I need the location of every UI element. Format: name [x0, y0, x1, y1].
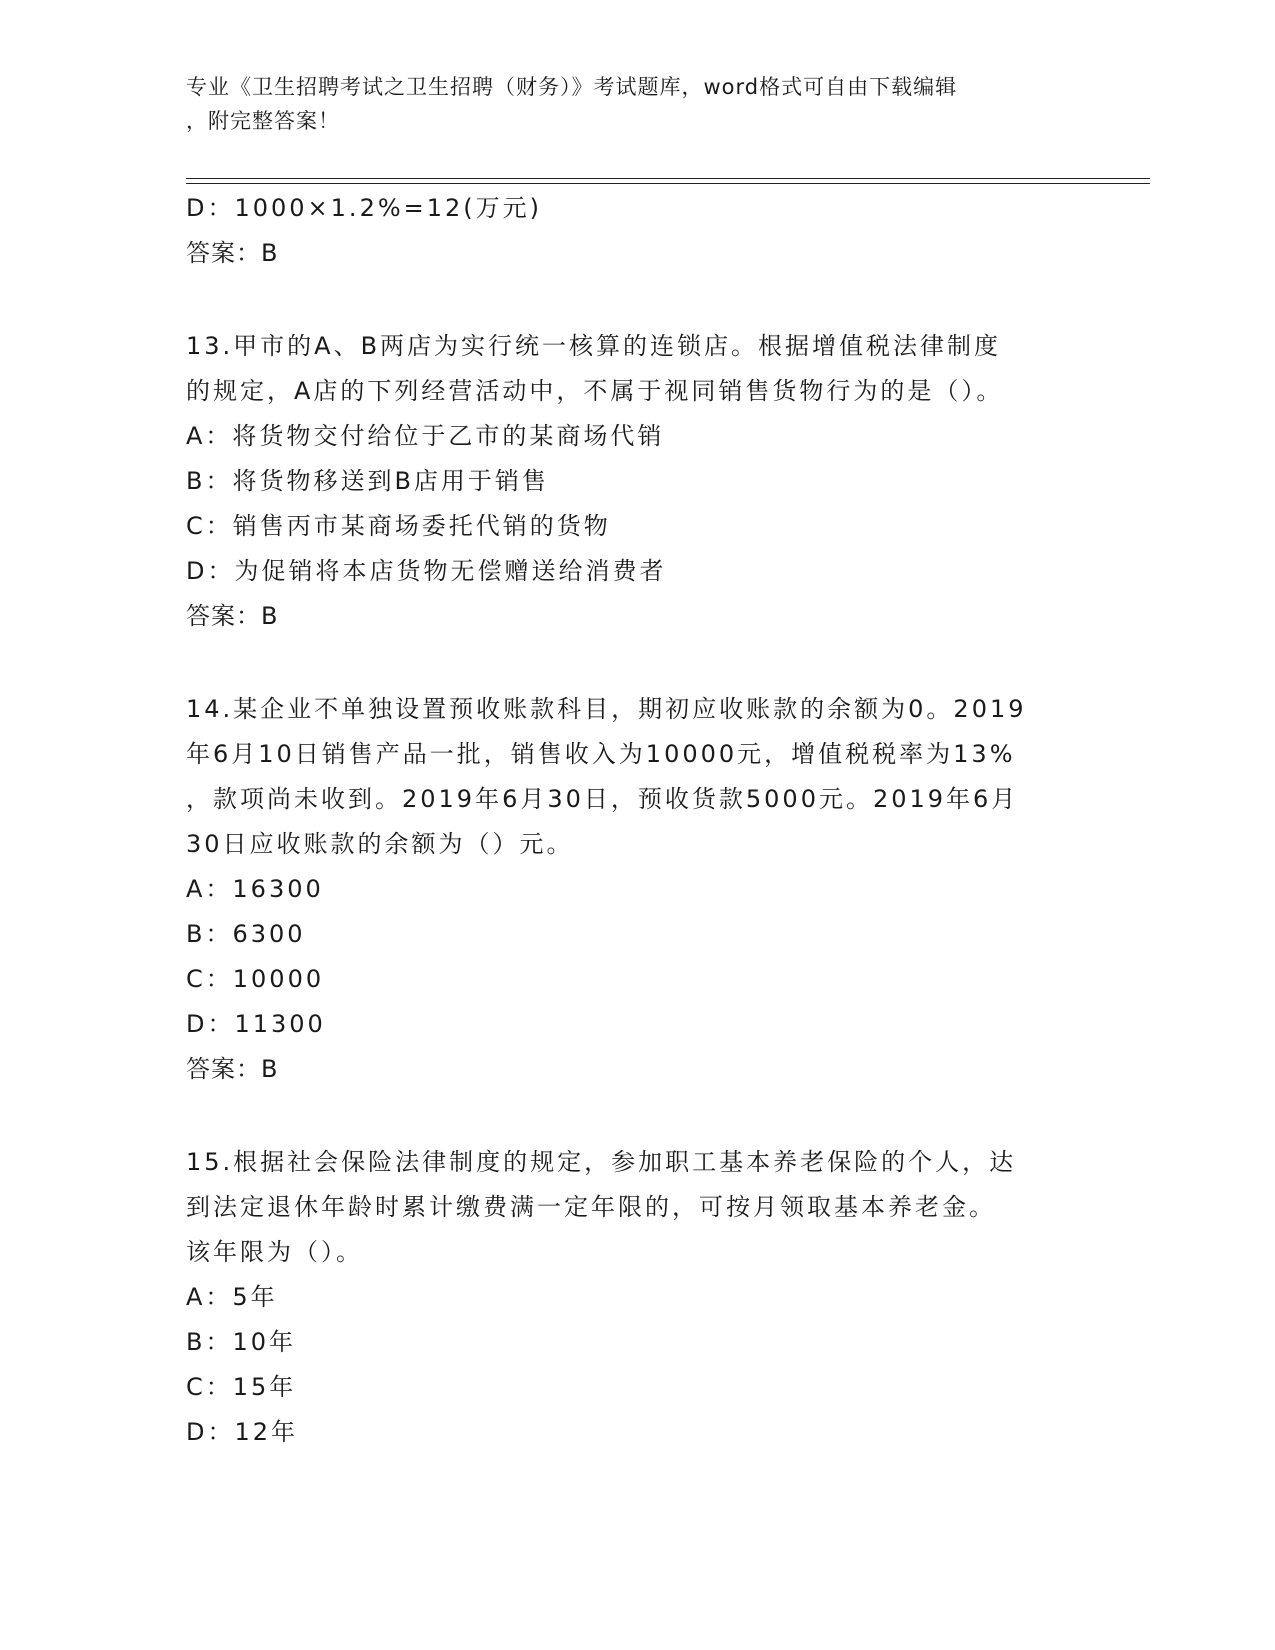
page-header: [186, 70, 1066, 138]
option-c: C：15年: [186, 1373, 297, 1401]
option-c: C：销售丙市某商场委托代销的货物: [186, 512, 611, 540]
option-c: C：10000: [186, 965, 325, 993]
spacer: [186, 276, 1086, 324]
option-d: D：为促销将本店货物无偿赠送给消费者: [186, 557, 667, 585]
header-divider-bottom: [186, 183, 1150, 184]
option-a: A：将货物交付给位于乙市的某商场代销: [186, 422, 665, 450]
spacer: [186, 1092, 1086, 1140]
spacer: [186, 639, 1086, 687]
option-b: B：6300: [186, 920, 306, 948]
question-stem-line: 15.根据社会保险法律制度的规定，参加职工基本养老保险的个人，达: [186, 1148, 1017, 1176]
question-stem-line: ，款项尚未收到。2019年6月30日，预收货款5000元。2019年6月: [186, 785, 1019, 813]
question-stem-line: 14.某企业不单独设置预收账款科目，期初应收账款的余额为0。2019: [186, 695, 1027, 723]
option-b: B：将货物移送到B店用于销售: [186, 467, 549, 495]
option-d: D：11300: [186, 1010, 326, 1038]
option-b: B：10年: [186, 1328, 297, 1356]
option-d: D：12年: [186, 1418, 299, 1446]
question-stem-line: 13.甲市的A、B两店为实行统一核算的连锁店。根据增值税法律制度: [186, 332, 1002, 360]
question-stem-line: 到法定退休年龄时累计缴费满一定年限的，可按月领取基本养老金。: [186, 1193, 996, 1221]
header-line-2: ，附完整答案！: [186, 109, 340, 133]
question-stem-line: 的规定，A店的下列经营活动中，不属于视同销售货物行为的是（）。: [186, 377, 1004, 405]
question-stem-line: 该年限为（）。: [186, 1238, 363, 1266]
question-stem-line: 30日应收账款的余额为（）元。: [186, 830, 574, 858]
prev-answer: 答案：B: [186, 239, 279, 267]
question-stem-line: 年6月10日销售产品一批，销售收入为10000元，增值税税率为13%: [186, 740, 1016, 768]
question-13: [186, 324, 1086, 639]
header-line-1: 专业《卫生招聘考试之卫生招聘（财务）》考试题库，word格式可自由下载编辑: [186, 75, 958, 99]
answer: 答案：B: [186, 1055, 279, 1083]
option-a: A：5年: [186, 1283, 278, 1311]
question-15: [186, 1140, 1086, 1455]
header-divider-top: [186, 178, 1150, 179]
question-14: [186, 687, 1086, 1092]
option-a: A：16300: [186, 875, 324, 903]
question-content: [186, 186, 1086, 1455]
prev-option-d: D：1000×1.2%=12(万元): [186, 194, 543, 222]
answer: 答案：B: [186, 602, 279, 630]
